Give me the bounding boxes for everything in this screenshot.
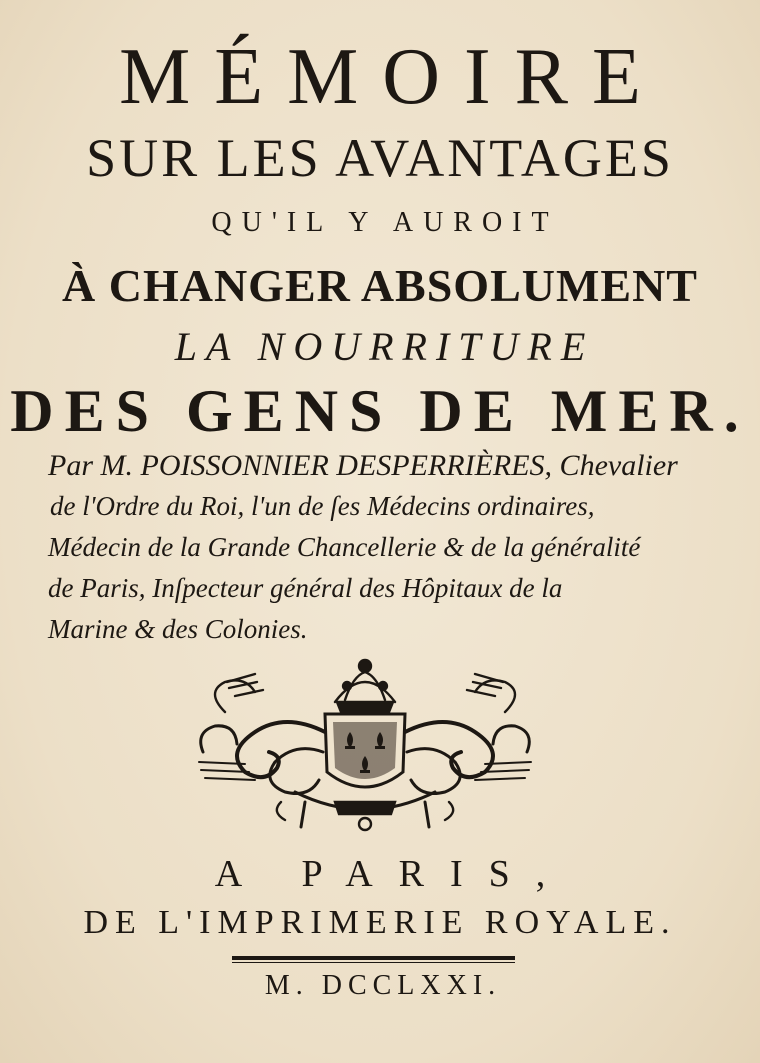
title-subtitle-small: QU'IL Y AUROIT [211,207,559,238]
imprint-printer: DE L'IMPRIMERIE ROYALE. [83,904,677,941]
royal-crest-ornament-icon [185,652,545,837]
author-line: Marine & des Colonies. [48,614,308,644]
author-line: de Paris, Inſpecteur général des Hôpitaux de la [48,573,563,603]
title-memoire: MÉMOIRE [119,33,665,121]
title-gens-de-mer: DES GENS DE MER. [10,378,750,444]
title-nourriture: LA NOURRITURE [174,324,595,369]
author-line: de l'Ordre du Roi, l'un de ſes Médecins ordinaires, [50,491,595,521]
imprint-city: A PARIS, [214,853,572,895]
title-subtitle: SUR LES AVANTAGES [86,128,674,188]
divider-rule [232,956,515,960]
imprint-date: M. DCCLXXI. [264,970,502,1001]
author-line: Par M. POISSONNIER DESPERRIÈRES, Chevalier [48,449,678,482]
author-line: Médecin de la Grande Chancellerie & de la généralité [48,532,641,562]
title-changer: À CHANGER ABSOLUMENT [62,260,698,311]
divider-rule-thin [232,962,515,963]
author-block [48,445,708,650]
